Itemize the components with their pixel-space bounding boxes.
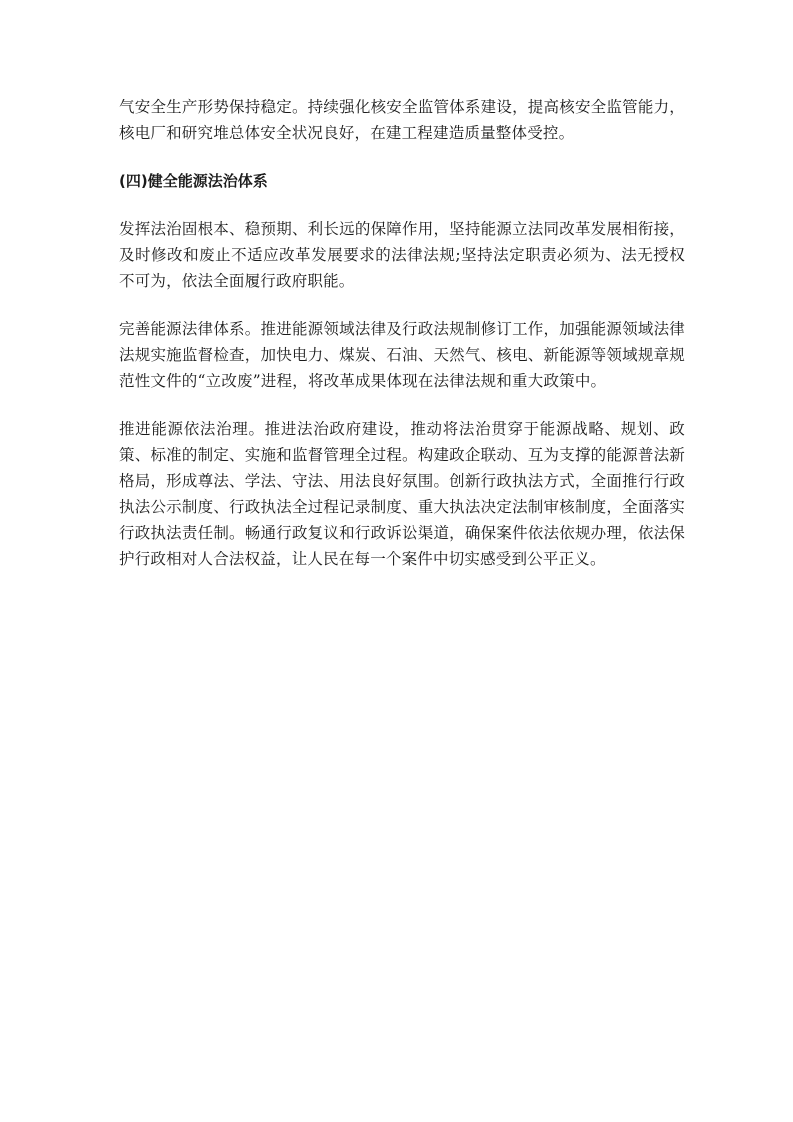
paragraph-governance: 推进能源依法治理。推进法治政府建设，推动将法治贯穿于能源战略、规划、政策、标准的制定、实施和监督管理全过程。构建政企联动、互为支撑的能源普法新格局，形成尊法、学法、守法、用法良好氛围。创新行政执法方式，全面推行行政执法公示制度、行政执法全过程记录制度、重大执法决定法制审核制度，全面落实行政执法责任制。畅通行政复议和行政诉讼渠道，确保案件依法依规办理，依法保护行政相对人合法权益，让人民在每一个案件中切实感受到公平正义。: [119, 420, 685, 568]
paragraph-rule-of-law: 发挥法治固根本、稳预期、利长远的保障作用，坚持能源立法同改革发展相衔接，及时修改和废止不适应改革发展要求的法律法规;坚持法定职责必须为、法无授权不可为，依法全面履行政府职能。: [119, 220, 685, 290]
paragraph-legal-system: 完善能源法律体系。推进能源领域法律及行政法规制修订工作，加强能源领域法律法规实施监督检查，加快电力、煤炭、石油、天然气、核电、新能源等领域规章规范性文件的“立改废”进程，将改革成果体现在法律法规和重大政策中。: [119, 320, 685, 390]
section-heading: (四)健全能源法治体系: [119, 172, 268, 190]
paragraph-nuclear-safety: 气安全生产形势保持稳定。持续强化核安全监管体系建设，提高核安全监管能力，核电厂和研究堆总体安全状况良好，在建工程建造质量整体受控。: [119, 98, 685, 142]
document-page: [119, 94, 685, 572]
